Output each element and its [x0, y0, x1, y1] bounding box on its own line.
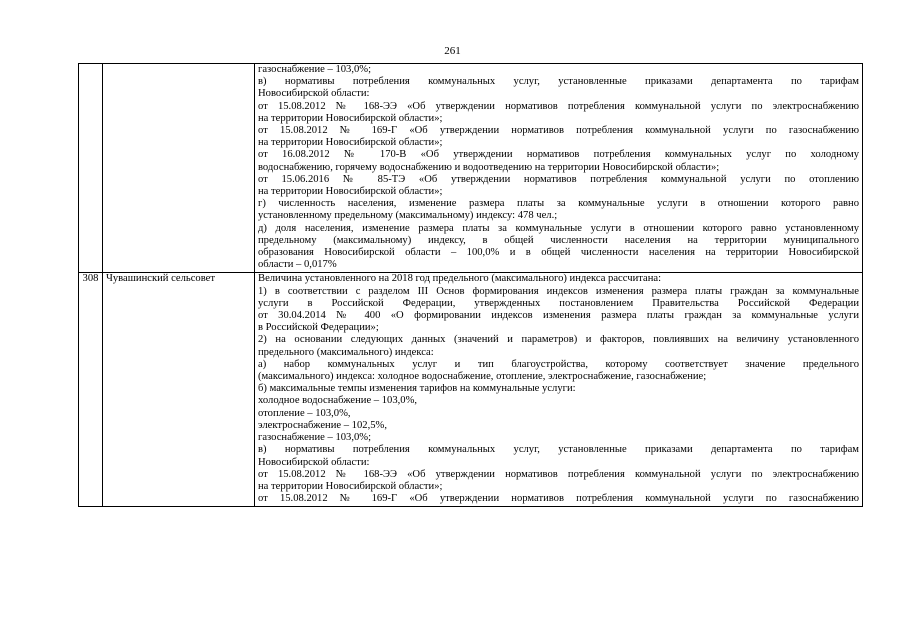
- text-line: в Российской Федерации»;: [258, 322, 379, 334]
- description-cell: [255, 64, 863, 273]
- text-line: Новосибирской области:: [258, 456, 370, 468]
- text-line: области – 0,017%: [258, 259, 337, 271]
- table-row: [79, 64, 863, 273]
- text-line: от 30.04.2014 № 400 «О формировании индексов изменения размера платы граждан за коммунальные услуги: [258, 310, 859, 322]
- text-line: 1) в соответствии с разделом III Основ формирования индексов изменения размера платы граждан за коммунальные: [258, 285, 859, 297]
- municipality-name-cell: Чувашинский сельсовет: [103, 273, 255, 507]
- text-line: от 15.08.2012 № 169-Г «Об утверждении нормативов потребления коммунальной услуги по газоснабжению: [258, 493, 859, 505]
- text-line: от 15.06.2016 № 85-ТЭ «Об утверждении нормативов потребления коммунальной услуги по отоплению: [258, 173, 859, 185]
- text-line: 2) на основании следующих данных (значений и параметров) и факторов, повлиявших на величину установленного: [258, 334, 859, 346]
- text-line: от 16.08.2012 № 170-В «Об утверждении нормативов потребления коммунальных услуг по холодному: [258, 149, 859, 161]
- text-line: в) нормативы потребления коммунальных услуг, установленные приказами департамента по тарифам: [258, 444, 859, 456]
- municipality-name-cell: [103, 64, 255, 273]
- text-line: предельного (максимального) индекса:: [258, 346, 434, 358]
- text-line: на территории Новосибирской области»;: [258, 137, 443, 149]
- text-line: на территории Новосибирской области»;: [258, 112, 443, 124]
- text-line: установленному предельному (максимальному) индексу: 478 чел.;: [258, 210, 558, 222]
- text-line: водоснабжению, горячему водоснабжению и водоотведению на территории Новосибирской области»;: [258, 161, 720, 173]
- description-cell: [255, 273, 863, 507]
- text-line: на территории Новосибирской области»;: [258, 480, 443, 492]
- text-line: от 15.08.2012 № 169-Г «Об утверждении нормативов потребления коммунальной услуги по газоснабжению: [258, 125, 859, 137]
- text-line: отопление – 103,0%,: [258, 407, 351, 419]
- text-line: предельному (максимальному) индексу, в общей численности населения на территории муниципального: [258, 234, 859, 246]
- text-line: б) максимальные темпы изменения тарифов на коммунальные услуги:: [258, 383, 576, 395]
- text-line: газоснабжение – 103,0%;: [258, 64, 372, 75]
- text-line: д) доля населения, изменение размера платы за коммунальные услуги в отношении которого равно установленному: [258, 222, 859, 234]
- text-line: образования Новосибирской области – 100,0% и в общей численности населения на территории Новосибирской: [258, 247, 859, 259]
- text-line: в) нормативы потребления коммунальных услуг, установленные приказами департамента по тарифам: [258, 76, 859, 88]
- index-table: [78, 63, 863, 507]
- text-line: г) численность населения, изменение размера платы за коммунальные услуги в отношении которого равно: [258, 198, 859, 210]
- text-line: на территории Новосибирской области»;: [258, 186, 443, 198]
- text-line: электроснабжение – 102,5%,: [258, 419, 387, 431]
- text-line: Новосибирской области:: [258, 88, 370, 100]
- text-line: а) набор коммунальных услуг и тип благоустройства, которому соответствует значение предельного: [258, 358, 859, 370]
- text-line: от 15.08.2012 № 168-ЭЭ «Об утверждении нормативов потребления коммунальной услуги по электроснабжению: [258, 100, 859, 112]
- text-line: от 15.08.2012 № 168-ЭЭ «Об утверждении нормативов потребления коммунальной услуги по электроснабжению: [258, 468, 859, 480]
- text-line: Величина установленного на 2018 год предельного (максимального) индекса рассчитана:: [258, 273, 662, 285]
- row-number-cell: 308: [79, 273, 103, 507]
- page-number: 261: [444, 45, 461, 57]
- table-body: [79, 64, 863, 507]
- text-line: газоснабжение – 103,0%;: [258, 432, 372, 444]
- row-number-cell: [79, 64, 103, 273]
- text-line: (максимального) индекса: холодное водоснабжение, отопление, электроснабжение, газоснабжение;: [258, 371, 707, 383]
- text-line: услуги в Российской Федерации, утвержденных постановлением Правительства Российской Федерации: [258, 297, 859, 309]
- table-row: [79, 273, 863, 507]
- text-line: холодное водоснабжение – 103,0%,: [258, 395, 418, 407]
